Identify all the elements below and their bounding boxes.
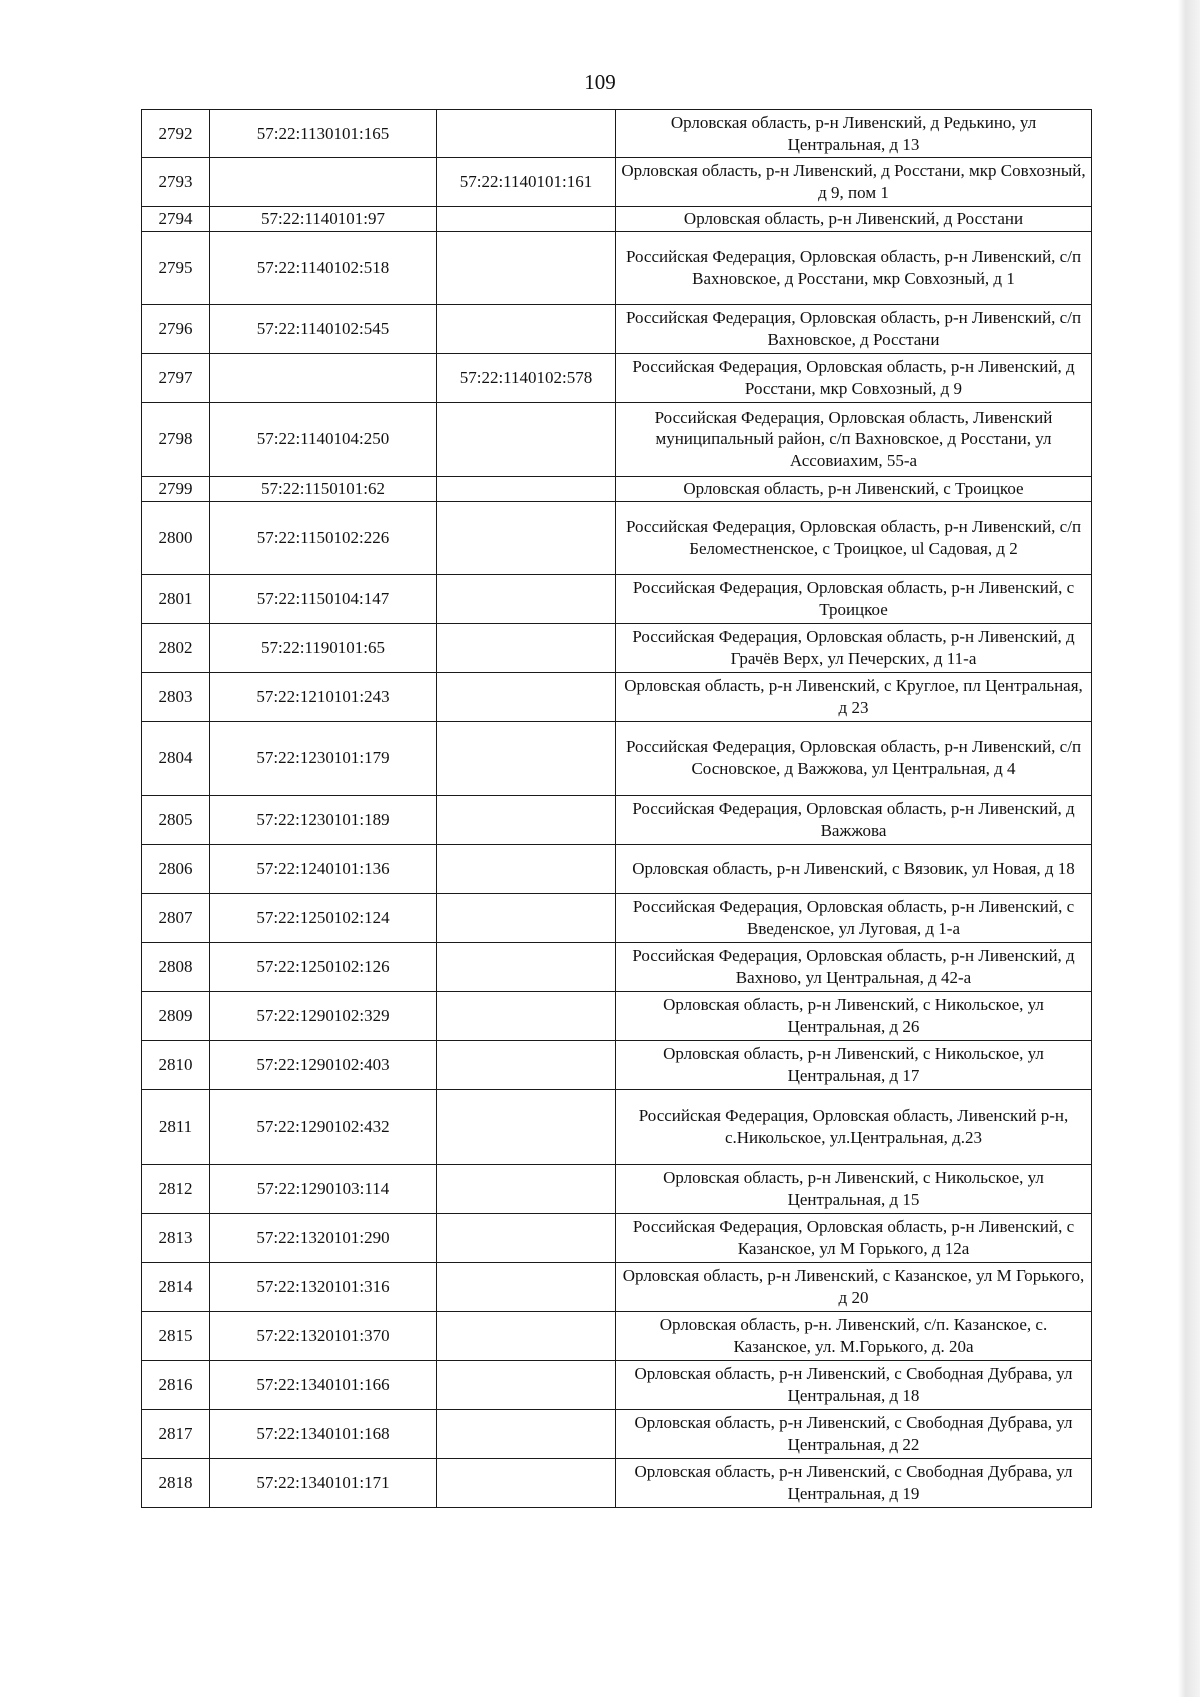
cadastral-number-cell: 57:22:1340101:168 xyxy=(210,1409,437,1458)
row-number-cell: 2803 xyxy=(142,672,210,721)
table-row xyxy=(142,1089,1092,1164)
address-cell: Орловская область, р-н Ливенский, с Свободная Дубрава, ул Центральная, д 18 xyxy=(616,1360,1092,1409)
cadastral-number-cell: 57:22:1250102:124 xyxy=(210,893,437,942)
address-cell: Орловская область, р-н Ливенский, с Никольское, ул Центральная, д 26 xyxy=(616,991,1092,1040)
building-cadastral-number-cell xyxy=(437,942,616,991)
row-number-cell: 2810 xyxy=(142,1040,210,1089)
table-row xyxy=(142,207,1092,232)
table-row xyxy=(142,304,1092,353)
table-row xyxy=(142,158,1092,207)
page-edge-shadow xyxy=(1178,0,1200,1697)
table-row xyxy=(142,353,1092,402)
cadastral-number-cell: 57:22:1250102:126 xyxy=(210,942,437,991)
address-cell: Российская Федерация, Орловская область, р-н Ливенский, с Троицкое xyxy=(616,574,1092,623)
row-number-cell: 2795 xyxy=(142,231,210,304)
building-cadastral-number-cell xyxy=(437,1458,616,1507)
table-row xyxy=(142,501,1092,574)
cadastral-number-cell: 57:22:1150102:226 xyxy=(210,501,437,574)
cadastral-number-cell: 57:22:1140102:518 xyxy=(210,231,437,304)
table-row xyxy=(142,991,1092,1040)
address-cell: Российская Федерация, Орловская область, р-н Ливенский, с Казанское, ул М Горького, д 12а xyxy=(616,1213,1092,1262)
table-row xyxy=(142,476,1092,501)
row-number-cell: 2816 xyxy=(142,1360,210,1409)
table-row xyxy=(142,231,1092,304)
address-cell: Орловская область, р-н Ливенский, с Свободная Дубрава, ул Центральная, д 19 xyxy=(616,1458,1092,1507)
row-number-cell: 2807 xyxy=(142,893,210,942)
cadastral-number-cell: 57:22:1340101:166 xyxy=(210,1360,437,1409)
building-cadastral-number-cell xyxy=(437,1409,616,1458)
row-number-cell: 2797 xyxy=(142,353,210,402)
cadastral-number-cell: 57:22:1130101:165 xyxy=(210,110,437,158)
address-cell: Орловская область, р-н Ливенский, с Троицкое xyxy=(616,476,1092,501)
registry-table xyxy=(141,109,1092,1508)
row-number-cell: 2811 xyxy=(142,1089,210,1164)
address-cell: Российская Федерация, Орловская область, р-н Ливенский, д Вахново, ул Центральная, д 42-а xyxy=(616,942,1092,991)
table-row xyxy=(142,623,1092,672)
row-number-cell: 2806 xyxy=(142,844,210,893)
row-number-cell: 2809 xyxy=(142,991,210,1040)
cadastral-number-cell: 57:22:1290103:114 xyxy=(210,1164,437,1213)
building-cadastral-number-cell xyxy=(437,402,616,476)
building-cadastral-number-cell xyxy=(437,1262,616,1311)
page-number: 109 xyxy=(584,70,616,94)
address-cell: Российская Федерация, Орловская область, р-н Ливенский, д Росстани, мкр Совхозный, д 9 xyxy=(616,353,1092,402)
cadastral-number-cell: 57:22:1150101:62 xyxy=(210,476,437,501)
row-number-cell: 2813 xyxy=(142,1213,210,1262)
address-cell: Орловская область, р-н Ливенский, д Росстани xyxy=(616,207,1092,232)
table-row xyxy=(142,1360,1092,1409)
building-cadastral-number-cell xyxy=(437,1164,616,1213)
building-cadastral-number-cell xyxy=(437,501,616,574)
cadastral-number-cell: 57:22:1290102:329 xyxy=(210,991,437,1040)
row-number-cell: 2815 xyxy=(142,1311,210,1360)
cadastral-number-cell: 57:22:1190101:65 xyxy=(210,623,437,672)
registry-table-body xyxy=(142,110,1092,1508)
table-row xyxy=(142,893,1092,942)
cadastral-number-cell: 57:22:1140102:545 xyxy=(210,304,437,353)
building-cadastral-number-cell xyxy=(437,231,616,304)
address-cell: Орловская область, р-н Ливенский, с Свободная Дубрава, ул Центральная, д 22 xyxy=(616,1409,1092,1458)
row-number-cell: 2801 xyxy=(142,574,210,623)
cadastral-number-cell: 57:22:1320101:316 xyxy=(210,1262,437,1311)
building-cadastral-number-cell: 57:22:1140102:578 xyxy=(437,353,616,402)
row-number-cell: 2814 xyxy=(142,1262,210,1311)
table-row xyxy=(142,574,1092,623)
address-cell: Российская Федерация, Орловская область, р-н Ливенский, с/п Вахновское, д Росстани, мкр Совхозный, д 1 xyxy=(616,231,1092,304)
table-row xyxy=(142,402,1092,476)
row-number-cell: 2794 xyxy=(142,207,210,232)
building-cadastral-number-cell xyxy=(437,110,616,158)
address-cell: Российская Федерация, Орловская область, р-н Ливенский, с/п Беломестненское, с Троицкое, ul Садовая, д 2 xyxy=(616,501,1092,574)
table-row xyxy=(142,1311,1092,1360)
row-number-cell: 2812 xyxy=(142,1164,210,1213)
building-cadastral-number-cell xyxy=(437,1213,616,1262)
row-number-cell: 2796 xyxy=(142,304,210,353)
address-cell: Российская Федерация, Орловская область, р-н Ливенский, с/п Вахновское, д Росстани xyxy=(616,304,1092,353)
row-number-cell: 2799 xyxy=(142,476,210,501)
row-number-cell: 2800 xyxy=(142,501,210,574)
table-row xyxy=(142,1213,1092,1262)
table-row xyxy=(142,1458,1092,1507)
address-cell: Орловская область, р-н Ливенский, с Никольское, ул Центральная, д 17 xyxy=(616,1040,1092,1089)
row-number-cell: 2802 xyxy=(142,623,210,672)
building-cadastral-number-cell xyxy=(437,721,616,795)
table-row xyxy=(142,1409,1092,1458)
building-cadastral-number-cell xyxy=(437,574,616,623)
cadastral-number-cell: 57:22:1210101:243 xyxy=(210,672,437,721)
row-number-cell: 2805 xyxy=(142,795,210,844)
row-number-cell: 2804 xyxy=(142,721,210,795)
table-row xyxy=(142,942,1092,991)
row-number-cell: 2818 xyxy=(142,1458,210,1507)
address-cell: Российская Федерация, Орловская область, р-н Ливенский, д Грачёв Верх, ул Печерских, д 11-а xyxy=(616,623,1092,672)
address-cell: Орловская область, р-н Ливенский, с Казанское, ул М Горького, д 20 xyxy=(616,1262,1092,1311)
building-cadastral-number-cell xyxy=(437,844,616,893)
cadastral-number-cell: 57:22:1150104:147 xyxy=(210,574,437,623)
table-row xyxy=(142,672,1092,721)
building-cadastral-number-cell xyxy=(437,1040,616,1089)
address-cell: Российская Федерация, Орловская область, р-н Ливенский, д Важжова xyxy=(616,795,1092,844)
building-cadastral-number-cell xyxy=(437,304,616,353)
cadastral-number-cell: 57:22:1320101:370 xyxy=(210,1311,437,1360)
building-cadastral-number-cell: 57:22:1140101:161 xyxy=(437,158,616,207)
row-number-cell: 2798 xyxy=(142,402,210,476)
address-cell: Орловская область, р-н Ливенский, с Никольское, ул Центральная, д 15 xyxy=(616,1164,1092,1213)
table-row xyxy=(142,844,1092,893)
cadastral-number-cell: 57:22:1230101:179 xyxy=(210,721,437,795)
cadastral-number-cell: 57:22:1340101:171 xyxy=(210,1458,437,1507)
cadastral-number-cell: 57:22:1230101:189 xyxy=(210,795,437,844)
cadastral-number-cell xyxy=(210,353,437,402)
cadastral-number-cell: 57:22:1240101:136 xyxy=(210,844,437,893)
building-cadastral-number-cell xyxy=(437,795,616,844)
table-row xyxy=(142,1164,1092,1213)
building-cadastral-number-cell xyxy=(437,476,616,501)
row-number-cell: 2808 xyxy=(142,942,210,991)
cadastral-number-cell: 57:22:1140101:97 xyxy=(210,207,437,232)
address-cell: Орловская область, р-н Ливенский, д Редькино, ул Центральная, д 13 xyxy=(616,110,1092,158)
row-number-cell: 2817 xyxy=(142,1409,210,1458)
address-cell: Орловская область, р-н Ливенский, с Круглое, пл Центральная, д 23 xyxy=(616,672,1092,721)
building-cadastral-number-cell xyxy=(437,1311,616,1360)
address-cell: Российская Федерация, Орловская область, Ливенский р-н, с.Никольское, ул.Центральная, д.23 xyxy=(616,1089,1092,1164)
table-row xyxy=(142,795,1092,844)
building-cadastral-number-cell xyxy=(437,1360,616,1409)
building-cadastral-number-cell xyxy=(437,893,616,942)
table-row xyxy=(142,110,1092,158)
row-number-cell: 2793 xyxy=(142,158,210,207)
address-cell: Российская Федерация, Орловская область, Ливенский муниципальный район, с/п Вахновское, д Росстани, ул Ассовиахим, 55-а xyxy=(616,402,1092,476)
cadastral-number-cell: 57:22:1140104:250 xyxy=(210,402,437,476)
address-cell: Орловская область, р-н. Ливенский, с/п. Казанское, с. Казанское, ул. М.Горького, д. 20а xyxy=(616,1311,1092,1360)
building-cadastral-number-cell xyxy=(437,207,616,232)
address-cell: Российская Федерация, Орловская область, р-н Ливенский, с/п Сосновское, д Важжова, ул Центральная, д 4 xyxy=(616,721,1092,795)
address-cell: Российская Федерация, Орловская область, р-н Ливенский, с Введенское, ул Луговая, д 1-а xyxy=(616,893,1092,942)
building-cadastral-number-cell xyxy=(437,991,616,1040)
building-cadastral-number-cell xyxy=(437,672,616,721)
cadastral-number-cell: 57:22:1320101:290 xyxy=(210,1213,437,1262)
table-row xyxy=(142,1262,1092,1311)
cadastral-number-cell xyxy=(210,158,437,207)
cadastral-number-cell: 57:22:1290102:403 xyxy=(210,1040,437,1089)
address-cell: Орловская область, р-н Ливенский, д Росстани, мкр Совхозный, д 9, пом 1 xyxy=(616,158,1092,207)
building-cadastral-number-cell xyxy=(437,1089,616,1164)
row-number-cell: 2792 xyxy=(142,110,210,158)
building-cadastral-number-cell xyxy=(437,623,616,672)
cadastral-number-cell: 57:22:1290102:432 xyxy=(210,1089,437,1164)
table-row xyxy=(142,721,1092,795)
table-row xyxy=(142,1040,1092,1089)
address-cell: Орловская область, р-н Ливенский, с Вязовик, ул Новая, д 18 xyxy=(616,844,1092,893)
